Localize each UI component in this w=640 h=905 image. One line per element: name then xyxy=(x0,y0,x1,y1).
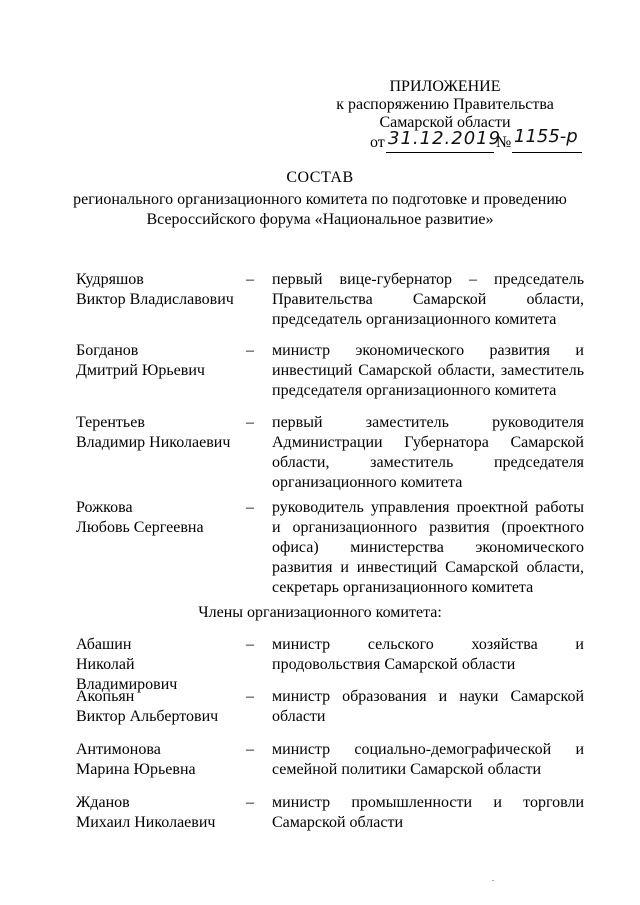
dash-separator: – xyxy=(246,414,254,431)
dash-separator: – xyxy=(246,636,254,653)
member-given-name: Любовь Сергеевна xyxy=(76,519,204,536)
member-given-name: Дмитрий Юрьевич xyxy=(76,362,205,379)
member-surname: Кудряшов xyxy=(76,271,144,288)
dash-separator: – xyxy=(246,741,254,758)
dash-separator: – xyxy=(246,499,254,516)
member-role: первый вице-губернатор – председатель Правительства Самарской области, председатель организационного комитета xyxy=(272,271,584,328)
member-given-name: Николай Владимирович xyxy=(76,656,178,693)
member-surname: Абашин xyxy=(76,636,132,653)
dash-separator: – xyxy=(246,794,254,811)
member-given-name: Владимир Николаевич xyxy=(76,434,231,451)
appendix-block xyxy=(300,78,590,154)
member-given-name: Марина Юрьевна xyxy=(76,761,196,778)
member-surname: Жданов xyxy=(76,794,130,811)
title-subtitle-2: Всероссийского форума «Национальное развитие» xyxy=(146,211,494,228)
member-name xyxy=(76,498,236,538)
dash-separator: – xyxy=(246,342,254,359)
decree-reference xyxy=(300,126,590,154)
handwritten-date: 31.12.2019 xyxy=(388,128,502,149)
document-title xyxy=(0,168,640,230)
dash-separator: – xyxy=(246,271,254,288)
number-underline xyxy=(512,152,582,153)
member-name xyxy=(76,270,236,310)
member-name xyxy=(76,413,236,453)
from-label: от xyxy=(370,134,385,151)
title-heading: СОСТАВ xyxy=(286,169,354,186)
member-name xyxy=(76,635,236,695)
member-role: министр образования и науки Самарской области xyxy=(272,688,584,725)
scan-speck xyxy=(492,880,494,881)
handwritten-number: 1155-р xyxy=(514,126,578,147)
member-role: министр социально-демографической и семейной политики Самарской области xyxy=(272,741,584,778)
member-given-name: Виктор Владиславович xyxy=(76,291,234,308)
date-underline xyxy=(386,152,494,153)
member-given-name: Виктор Альбертович xyxy=(76,708,219,725)
member-surname: Рожкова xyxy=(76,499,133,516)
member-role: руководитель управления проектной работы и организационного развития (проектного офиса) министерства экономического развития и инвестиций Самарской области, секретарь организационного комитета xyxy=(272,499,584,596)
member-name xyxy=(76,687,236,727)
members-heading: Члены организационного комитета: xyxy=(198,604,442,621)
member-role: министр экономического развития и инвестиций Самарской области, заместитель председателя организационного комитета xyxy=(272,342,584,399)
member-role: первый заместитель руководителя Администрации Губернатора Самарской области, заместитель председателя организационного комитета xyxy=(272,414,584,491)
member-role: министр промышленности и торговли Самарской области xyxy=(272,794,584,831)
dash-separator: – xyxy=(246,688,254,705)
member-surname: Акопьян xyxy=(76,688,135,705)
member-surname: Богданов xyxy=(76,342,139,359)
member-name xyxy=(76,793,236,833)
member-name xyxy=(76,740,236,780)
appendix-title: ПРИЛОЖЕНИЕ xyxy=(389,78,501,95)
appendix-line-1: к распоряжению Правительства xyxy=(336,96,554,113)
title-subtitle-1: регионального организационного комитета по подготовке и проведению xyxy=(73,191,567,208)
member-surname: Терентьев xyxy=(76,414,145,431)
number-label: № xyxy=(496,134,512,151)
member-given-name: Михаил Николаевич xyxy=(76,814,216,831)
member-surname: Антимонова xyxy=(76,741,161,758)
member-name xyxy=(76,341,236,381)
appendix-line-2: Самарской области xyxy=(379,114,511,131)
member-role: министр сельского хозяйства и продовольствия Самарской области xyxy=(272,636,584,673)
